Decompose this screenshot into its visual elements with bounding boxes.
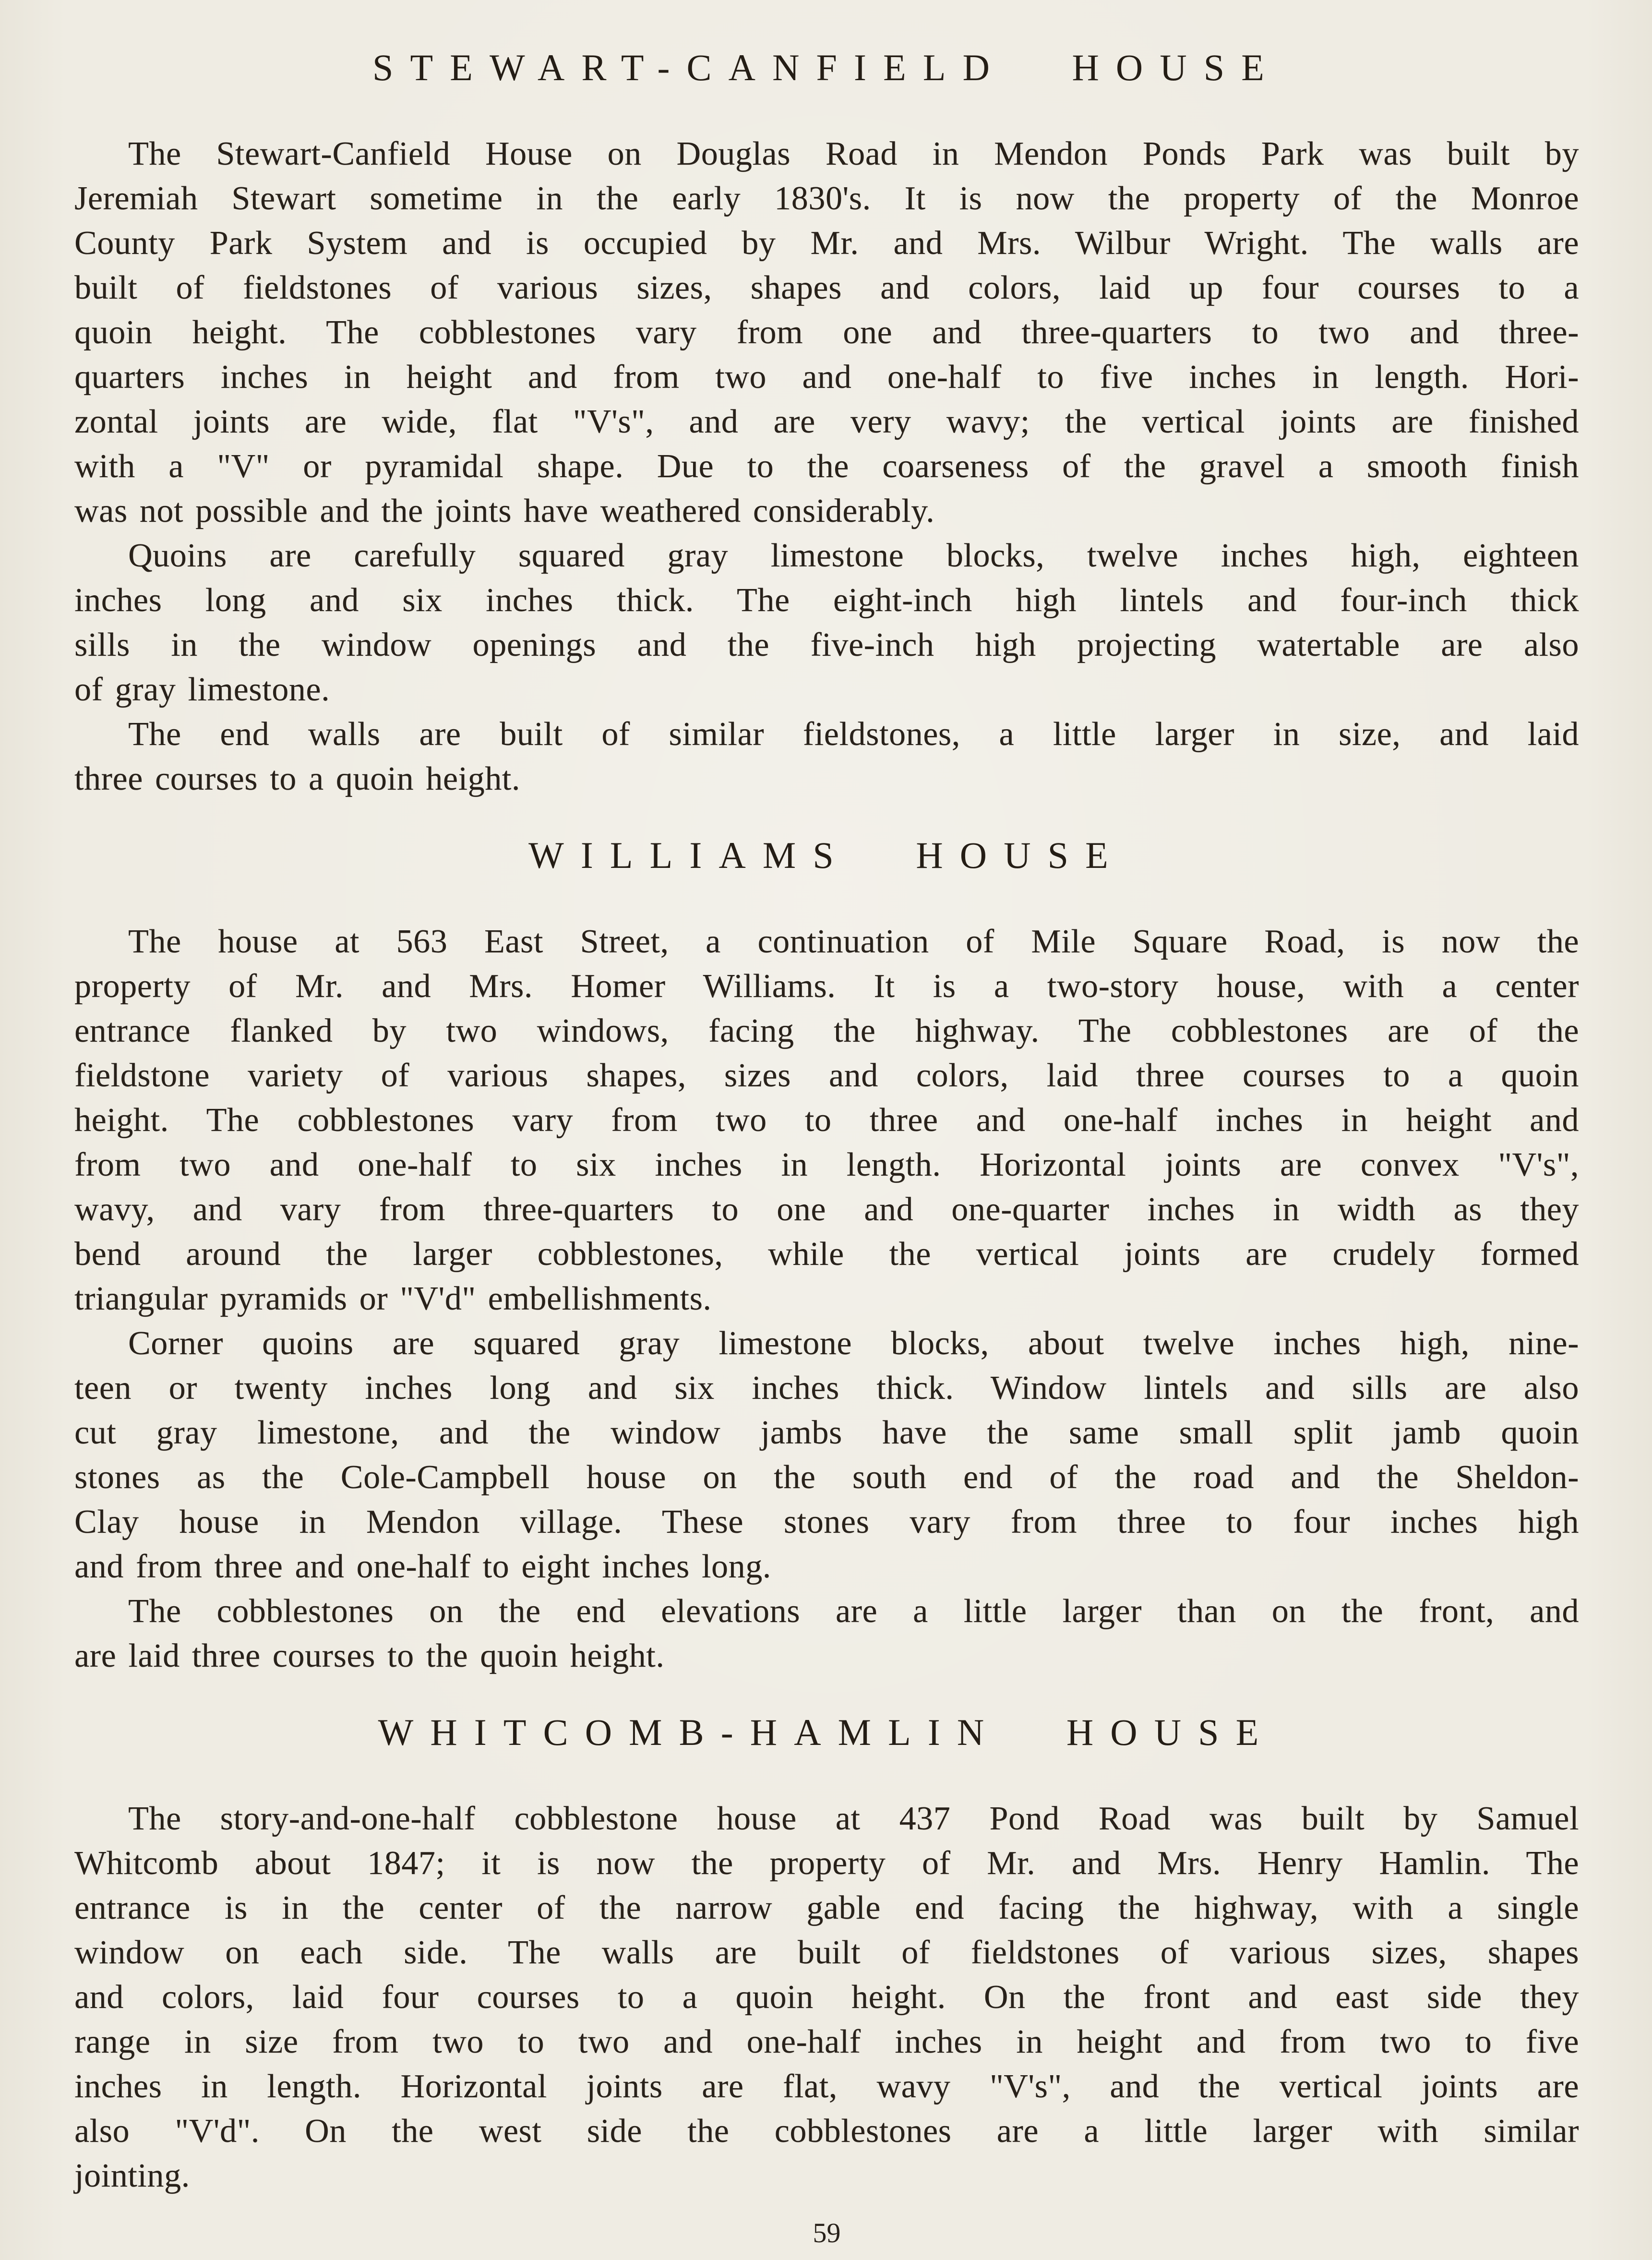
text-line: zontal joints are wide, flat "V's", and are very wavy; the vertical joints are finished [74,403,1579,440]
text-line: window on each side. The walls are built of fieldstones of various sizes, shapes [74,1934,1579,1971]
paragraph [74,533,1579,712]
text-line: The cobblestones on the end elevations are a little larger than on the front, and [128,1593,1579,1630]
text-line: was not possible and the joints have weathered considerably. [74,493,935,529]
text-line: and from three and one-half to eight inches long. [74,1548,771,1585]
text-line: The story-and-one-half cobblestone house at 437 Pond Road was built by Samuel [128,1800,1579,1837]
document-body [74,45,1579,2198]
paragraph [74,919,1579,1321]
paragraph [74,1589,1579,1678]
text-line: height. The cobblestones vary from two to three and one-half inches in height and [74,1102,1579,1139]
text-line: The Stewart-Canfield House on Douglas Road in Mendon Ponds Park was built by [128,135,1579,172]
text-line: Whitcomb about 1847; it is now the property of Mr. and Mrs. Henry Hamlin. The [74,1845,1579,1882]
text-line: built of fieldstones of various sizes, shapes and colors, laid up four courses to a [74,269,1579,306]
text-line: with a "V" or pyramidal shape. Due to the coarseness of the gravel a smooth finish [74,448,1579,485]
text-line: sills in the window openings and the five-inch high projecting watertable are also [74,626,1579,663]
text-line: bend around the larger cobblestones, while the vertical joints are crudely formed [74,1236,1579,1273]
text-line: also "V'd". On the west side the cobblestones are a little larger with similar [74,2113,1579,2150]
text-line: range in size from two to two and one-half inches in height and from two to five [74,2023,1579,2060]
text-line: quoin height. The cobblestones vary from one and three-quarters to two and three- [74,314,1579,351]
text-line: property of Mr. and Mrs. Homer Williams. It is a two-story house, with a center [74,968,1579,1005]
text-line: cut gray limestone, and the window jambs have the same small split jamb quoin [74,1414,1579,1451]
text-line: inches long and six inches thick. The eight-inch high lintels and four-inch thick [74,582,1579,619]
text-line: triangular pyramids or "V'd" embellishments. [74,1280,712,1317]
text-line: from two and one-half to six inches in length. Horizontal joints are convex "V's", [74,1146,1579,1183]
paragraph [74,712,1579,801]
text-line: entrance is in the center of the narrow gable end facing the highway, with a single [74,1889,1579,1926]
text-line: stones as the Cole-Campbell house on the south end of the road and the Sheldon- [74,1459,1579,1496]
paragraph [74,1796,1579,2198]
text-line: The house at 563 East Street, a continuation of Mile Square Road, is now the [128,923,1579,960]
text-line: fieldstone variety of various shapes, sizes and colors, laid three courses to a quoin [74,1057,1579,1094]
paragraph [74,1321,1579,1589]
paragraph [74,132,1579,533]
text-line: entrance flanked by two windows, facing the highway. The cobblestones are of the [74,1012,1579,1049]
text-line: and colors, laid four courses to a quoin height. On the front and east side they [74,1979,1579,2016]
text-line: teen or twenty inches long and six inches thick. Window lintels and sills are also [74,1370,1579,1406]
page-number: 59 [813,2217,841,2248]
text-line: Clay house in Mendon village. These stones vary from three to four inches high [74,1503,1579,1540]
section-heading: WHITCOMB-HAMLIN HOUSE [378,1711,1276,1753]
text-line: three courses to a quoin height. [74,760,520,797]
text-line: are laid three courses to the quoin height. [74,1637,665,1674]
text-line: inches in length. Horizontal joints are flat, wavy "V's", and the vertical joints are [74,2068,1579,2105]
document-section [74,1710,1579,2198]
section-heading: WILLIAMS HOUSE [528,834,1125,876]
document-section [74,45,1579,801]
text-line: Quoins are carefully squared gray limestone blocks, twelve inches high, eighteen [128,537,1579,574]
text-line: Jeremiah Stewart sometime in the early 1830's. It is now the property of the Monroe [74,180,1579,217]
document-section [74,833,1579,1678]
text-line: County Park System and is occupied by Mr. and Mrs. Wilbur Wright. The walls are [74,225,1579,262]
text-line: The end walls are built of similar fieldstones, a little larger in size, and laid [128,716,1579,753]
text-line: jointing. [74,2157,190,2194]
section-heading: STEWART-CANFIELD HOUSE [372,47,1281,88]
text-line: wavy, and vary from three-quarters to one and one-quarter inches in width as they [74,1191,1579,1228]
text-line: quarters inches in height and from two and one-half to five inches in length. Hori- [74,359,1579,396]
text-line: Corner quoins are squared gray limestone blocks, about twelve inches high, nine- [128,1325,1579,1362]
text-line: of gray limestone. [74,671,330,708]
